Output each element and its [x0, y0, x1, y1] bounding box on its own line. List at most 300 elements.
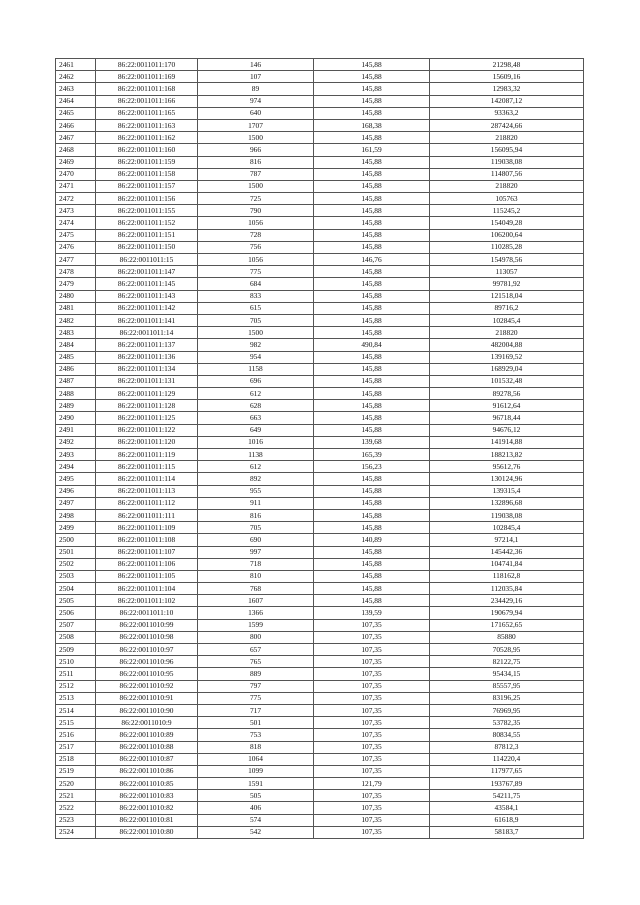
table-row [56, 607, 584, 619]
value-cell: 104741,84 [430, 558, 584, 570]
table-row [56, 132, 584, 144]
cadastral-number-cell: 86:22:0011010:99 [96, 619, 198, 631]
value-cell: 118162,8 [430, 570, 584, 582]
value-cell: 112035,84 [430, 583, 584, 595]
row-number-cell: 2485 [56, 351, 96, 363]
table-row [56, 461, 584, 473]
value-cell: 43584,1 [430, 802, 584, 814]
cadastral-number-cell: 86:22:0011010:96 [96, 656, 198, 668]
rate-cell: 145,88 [314, 558, 430, 570]
table-row [56, 83, 584, 95]
value-cell: 154978,56 [430, 254, 584, 266]
table-row [56, 229, 584, 241]
row-number-cell: 2507 [56, 619, 96, 631]
area-cell: 1056 [198, 217, 314, 229]
table-row [56, 412, 584, 424]
cadastral-number-cell: 86:22:0011011:156 [96, 193, 198, 205]
table-row [56, 107, 584, 119]
value-cell: 154049,28 [430, 217, 584, 229]
area-cell: 974 [198, 95, 314, 107]
row-number-cell: 2524 [56, 826, 96, 838]
area-cell: 982 [198, 339, 314, 351]
row-number-cell: 2482 [56, 314, 96, 326]
row-number-cell: 2481 [56, 302, 96, 314]
table-row [56, 741, 584, 753]
cadastral-number-cell: 86:22:0011011:134 [96, 363, 198, 375]
table-body [56, 59, 584, 839]
value-cell: 76969,95 [430, 704, 584, 716]
row-number-cell: 2487 [56, 375, 96, 387]
rate-cell: 145,88 [314, 71, 430, 83]
table-row [56, 595, 584, 607]
rate-cell: 145,88 [314, 95, 430, 107]
row-number-cell: 2518 [56, 753, 96, 765]
value-cell: 58183,7 [430, 826, 584, 838]
value-cell: 85880 [430, 631, 584, 643]
cadastral-number-cell: 86:22:0011011:112 [96, 497, 198, 509]
cadastral-number-cell: 86:22:0011011:104 [96, 583, 198, 595]
area-cell: 800 [198, 631, 314, 643]
table-row [56, 668, 584, 680]
value-cell: 287424,66 [430, 119, 584, 131]
value-cell: 54211,75 [430, 790, 584, 802]
value-cell: 61618,9 [430, 814, 584, 826]
row-number-cell: 2465 [56, 107, 96, 119]
rate-cell: 107,35 [314, 753, 430, 765]
table-row [56, 193, 584, 205]
table-row [56, 558, 584, 570]
row-number-cell: 2521 [56, 790, 96, 802]
cadastral-number-cell: 86:22:0011011:128 [96, 400, 198, 412]
rate-cell: 107,35 [314, 619, 430, 631]
area-cell: 725 [198, 193, 314, 205]
cadastral-number-cell: 86:22:0011011:120 [96, 436, 198, 448]
row-number-cell: 2520 [56, 778, 96, 790]
rate-cell: 145,88 [314, 424, 430, 436]
value-cell: 102845,4 [430, 314, 584, 326]
cadastral-number-cell: 86:22:0011011:113 [96, 485, 198, 497]
row-number-cell: 2484 [56, 339, 96, 351]
area-cell: 505 [198, 790, 314, 802]
cadastral-number-cell: 86:22:0011011:105 [96, 570, 198, 582]
area-cell: 775 [198, 692, 314, 704]
row-number-cell: 2509 [56, 644, 96, 656]
row-number-cell: 2504 [56, 583, 96, 595]
cadastral-number-cell: 86:22:0011011:114 [96, 473, 198, 485]
area-cell: 889 [198, 668, 314, 680]
row-number-cell: 2469 [56, 156, 96, 168]
area-cell: 954 [198, 351, 314, 363]
rate-cell: 146,76 [314, 254, 430, 266]
cadastral-number-cell: 86:22:0011011:145 [96, 278, 198, 290]
rate-cell: 156,23 [314, 461, 430, 473]
area-cell: 501 [198, 717, 314, 729]
table-row [56, 631, 584, 643]
value-cell: 132896,68 [430, 497, 584, 509]
area-cell: 406 [198, 802, 314, 814]
cadastral-number-cell: 86:22:0011011:159 [96, 156, 198, 168]
value-cell: 130124,96 [430, 473, 584, 485]
area-cell: 1591 [198, 778, 314, 790]
table-row [56, 388, 584, 400]
rate-cell: 139,59 [314, 607, 430, 619]
cadastral-number-cell: 86:22:0011010:81 [96, 814, 198, 826]
rate-cell: 145,88 [314, 241, 430, 253]
table-row [56, 217, 584, 229]
area-cell: 146 [198, 59, 314, 71]
row-number-cell: 2495 [56, 473, 96, 485]
row-number-cell: 2466 [56, 119, 96, 131]
rate-cell: 107,35 [314, 717, 430, 729]
table-row [56, 449, 584, 461]
table-row [56, 509, 584, 521]
row-number-cell: 2497 [56, 497, 96, 509]
table-row [56, 680, 584, 692]
value-cell: 99781,92 [430, 278, 584, 290]
cadastral-number-cell: 86:22:0011011:169 [96, 71, 198, 83]
cadastral-number-cell: 86:22:0011010:82 [96, 802, 198, 814]
row-number-cell: 2496 [56, 485, 96, 497]
cadastral-number-cell: 86:22:0011011:155 [96, 205, 198, 217]
area-cell: 1099 [198, 765, 314, 777]
row-number-cell: 2494 [56, 461, 96, 473]
rate-cell: 145,88 [314, 375, 430, 387]
row-number-cell: 2480 [56, 290, 96, 302]
rate-cell: 145,88 [314, 205, 430, 217]
rate-cell: 145,88 [314, 83, 430, 95]
rate-cell: 145,88 [314, 290, 430, 302]
row-number-cell: 2502 [56, 558, 96, 570]
area-cell: 1599 [198, 619, 314, 631]
cadastral-number-cell: 86:22:0011010:95 [96, 668, 198, 680]
row-number-cell: 2462 [56, 71, 96, 83]
table-row [56, 180, 584, 192]
value-cell: 188213,82 [430, 449, 584, 461]
area-cell: 612 [198, 388, 314, 400]
table-row [56, 522, 584, 534]
cadastral-number-cell: 86:22:0011011:150 [96, 241, 198, 253]
area-cell: 1138 [198, 449, 314, 461]
cadastral-number-cell: 86:22:0011010:85 [96, 778, 198, 790]
cadastral-number-cell: 86:22:0011011:142 [96, 302, 198, 314]
value-cell: 70528,95 [430, 644, 584, 656]
table-row [56, 729, 584, 741]
cadastral-number-cell: 86:22:0011011:108 [96, 534, 198, 546]
rate-cell: 145,88 [314, 497, 430, 509]
rate-cell: 165,39 [314, 449, 430, 461]
rate-cell: 107,35 [314, 631, 430, 643]
table-row [56, 826, 584, 838]
cadastral-number-cell: 86:22:0011011:147 [96, 266, 198, 278]
rate-cell: 145,88 [314, 363, 430, 375]
value-cell: 105763 [430, 193, 584, 205]
table-row [56, 583, 584, 595]
value-cell: 218820 [430, 180, 584, 192]
rate-cell: 145,88 [314, 412, 430, 424]
rate-cell: 107,35 [314, 741, 430, 753]
area-cell: 649 [198, 424, 314, 436]
rate-cell: 107,35 [314, 826, 430, 838]
area-cell: 966 [198, 144, 314, 156]
rate-cell: 145,88 [314, 302, 430, 314]
rate-cell: 145,88 [314, 595, 430, 607]
cadastral-number-cell: 86:22:0011011:152 [96, 217, 198, 229]
value-cell: 145442,36 [430, 546, 584, 558]
area-cell: 768 [198, 583, 314, 595]
rate-cell: 145,88 [314, 583, 430, 595]
table-row [56, 570, 584, 582]
area-cell: 705 [198, 522, 314, 534]
cadastral-number-cell: 86:22:0011011:137 [96, 339, 198, 351]
cadastral-number-cell: 86:22:0011011:166 [96, 95, 198, 107]
table-row [56, 241, 584, 253]
area-cell: 705 [198, 314, 314, 326]
area-cell: 756 [198, 241, 314, 253]
row-number-cell: 2479 [56, 278, 96, 290]
rate-cell: 145,88 [314, 229, 430, 241]
table-row [56, 436, 584, 448]
area-cell: 696 [198, 375, 314, 387]
row-number-cell: 2486 [56, 363, 96, 375]
value-cell: 106200,64 [430, 229, 584, 241]
cadastral-number-cell: 86:22:0011011:122 [96, 424, 198, 436]
area-cell: 89 [198, 83, 314, 95]
rate-cell: 145,88 [314, 509, 430, 521]
table-row [56, 363, 584, 375]
cadastral-number-cell: 86:22:0011011:107 [96, 546, 198, 558]
table-row [56, 692, 584, 704]
rate-cell: 145,88 [314, 168, 430, 180]
rate-cell: 145,88 [314, 485, 430, 497]
area-cell: 1366 [198, 607, 314, 619]
value-cell: 171652,65 [430, 619, 584, 631]
table-row [56, 704, 584, 716]
row-number-cell: 2508 [56, 631, 96, 643]
row-number-cell: 2506 [56, 607, 96, 619]
value-cell: 102845,4 [430, 522, 584, 534]
area-cell: 690 [198, 534, 314, 546]
value-cell: 53782,35 [430, 717, 584, 729]
row-number-cell: 2490 [56, 412, 96, 424]
table-row [56, 254, 584, 266]
table-row [56, 644, 584, 656]
rate-cell: 145,88 [314, 351, 430, 363]
value-cell: 234429,16 [430, 595, 584, 607]
value-cell: 96718,44 [430, 412, 584, 424]
area-cell: 615 [198, 302, 314, 314]
rate-cell: 145,88 [314, 132, 430, 144]
table-row [56, 302, 584, 314]
cadastral-number-cell: 86:22:0011011:129 [96, 388, 198, 400]
value-cell: 119038,08 [430, 156, 584, 168]
row-number-cell: 2473 [56, 205, 96, 217]
table-row [56, 71, 584, 83]
rate-cell: 139,68 [314, 436, 430, 448]
area-cell: 816 [198, 156, 314, 168]
value-cell: 482004,88 [430, 339, 584, 351]
rate-cell: 145,88 [314, 546, 430, 558]
table-row [56, 790, 584, 802]
rate-cell: 107,35 [314, 644, 430, 656]
row-number-cell: 2471 [56, 180, 96, 192]
cadastral-number-cell: 86:22:0011010:98 [96, 631, 198, 643]
table-row [56, 314, 584, 326]
row-number-cell: 2516 [56, 729, 96, 741]
cadastral-number-cell: 86:22:0011011:15 [96, 254, 198, 266]
row-number-cell: 2515 [56, 717, 96, 729]
value-cell: 113057 [430, 266, 584, 278]
area-cell: 1607 [198, 595, 314, 607]
area-cell: 542 [198, 826, 314, 838]
row-number-cell: 2500 [56, 534, 96, 546]
area-cell: 816 [198, 509, 314, 521]
cadastral-number-cell: 86:22:0011010:87 [96, 753, 198, 765]
cadastral-number-cell: 86:22:0011010:92 [96, 680, 198, 692]
rate-cell: 145,88 [314, 59, 430, 71]
value-cell: 95434,15 [430, 668, 584, 680]
cadastral-number-cell: 86:22:0011010:83 [96, 790, 198, 802]
table-row [56, 546, 584, 558]
row-number-cell: 2523 [56, 814, 96, 826]
cadastral-number-cell: 86:22:0011011:162 [96, 132, 198, 144]
area-cell: 892 [198, 473, 314, 485]
area-cell: 775 [198, 266, 314, 278]
rate-cell: 107,35 [314, 765, 430, 777]
area-cell: 657 [198, 644, 314, 656]
area-cell: 955 [198, 485, 314, 497]
value-cell: 82122,75 [430, 656, 584, 668]
value-cell: 114220,4 [430, 753, 584, 765]
area-cell: 717 [198, 704, 314, 716]
cadastral-number-cell: 86:22:0011011:106 [96, 558, 198, 570]
cadastral-number-cell: 86:22:0011011:125 [96, 412, 198, 424]
area-cell: 628 [198, 400, 314, 412]
row-number-cell: 2498 [56, 509, 96, 521]
rate-cell: 145,88 [314, 278, 430, 290]
value-cell: 193767,89 [430, 778, 584, 790]
table-row [56, 351, 584, 363]
value-cell: 21298,48 [430, 59, 584, 71]
row-number-cell: 2477 [56, 254, 96, 266]
value-cell: 141914,88 [430, 436, 584, 448]
area-cell: 797 [198, 680, 314, 692]
cadastral-number-cell: 86:22:0011011:160 [96, 144, 198, 156]
cadastral-number-cell: 86:22:0011011:109 [96, 522, 198, 534]
value-cell: 115245,2 [430, 205, 584, 217]
area-cell: 1158 [198, 363, 314, 375]
row-number-cell: 2474 [56, 217, 96, 229]
area-cell: 1056 [198, 254, 314, 266]
row-number-cell: 2476 [56, 241, 96, 253]
cadastral-number-cell: 86:22:0011011:136 [96, 351, 198, 363]
table-row [56, 534, 584, 546]
area-cell: 810 [198, 570, 314, 582]
table-row [56, 156, 584, 168]
row-number-cell: 2511 [56, 668, 96, 680]
cadastral-number-cell: 86:22:0011011:115 [96, 461, 198, 473]
rate-cell: 490,84 [314, 339, 430, 351]
row-number-cell: 2503 [56, 570, 96, 582]
value-cell: 89278,56 [430, 388, 584, 400]
table-row [56, 619, 584, 631]
rate-cell: 107,35 [314, 814, 430, 826]
area-cell: 718 [198, 558, 314, 570]
data-table [55, 58, 584, 839]
value-cell: 89716,2 [430, 302, 584, 314]
area-cell: 818 [198, 741, 314, 753]
value-cell: 91612,64 [430, 400, 584, 412]
cadastral-number-cell: 86:22:0011011:163 [96, 119, 198, 131]
table-row [56, 753, 584, 765]
value-cell: 168929,04 [430, 363, 584, 375]
area-cell: 753 [198, 729, 314, 741]
cadastral-number-cell: 86:22:0011011:102 [96, 595, 198, 607]
row-number-cell: 2488 [56, 388, 96, 400]
rate-cell: 107,35 [314, 668, 430, 680]
table-row [56, 497, 584, 509]
table-row [56, 802, 584, 814]
table-row [56, 717, 584, 729]
area-cell: 728 [198, 229, 314, 241]
value-cell: 121518,04 [430, 290, 584, 302]
table-row [56, 290, 584, 302]
row-number-cell: 2470 [56, 168, 96, 180]
rate-cell: 145,88 [314, 266, 430, 278]
cadastral-number-cell: 86:22:0011011:151 [96, 229, 198, 241]
value-cell: 139169,52 [430, 351, 584, 363]
rate-cell: 107,35 [314, 680, 430, 692]
value-cell: 142087,12 [430, 95, 584, 107]
table-row [56, 278, 584, 290]
value-cell: 12983,32 [430, 83, 584, 95]
rate-cell: 161,59 [314, 144, 430, 156]
area-cell: 833 [198, 290, 314, 302]
rate-cell: 145,88 [314, 473, 430, 485]
row-number-cell: 2522 [56, 802, 96, 814]
rate-cell: 145,88 [314, 400, 430, 412]
row-number-cell: 2501 [56, 546, 96, 558]
rate-cell: 145,88 [314, 522, 430, 534]
table-row [56, 656, 584, 668]
cadastral-number-cell: 86:22:0011010:91 [96, 692, 198, 704]
row-number-cell: 2483 [56, 327, 96, 339]
cadastral-number-cell: 86:22:0011010:89 [96, 729, 198, 741]
value-cell: 94676,12 [430, 424, 584, 436]
area-cell: 1500 [198, 180, 314, 192]
area-cell: 612 [198, 461, 314, 473]
value-cell: 85557,95 [430, 680, 584, 692]
area-cell: 1707 [198, 119, 314, 131]
area-cell: 107 [198, 71, 314, 83]
area-cell: 790 [198, 205, 314, 217]
area-cell: 911 [198, 497, 314, 509]
table-row [56, 473, 584, 485]
row-number-cell: 2513 [56, 692, 96, 704]
cadastral-number-cell: 86:22:0011011:14 [96, 327, 198, 339]
cadastral-number-cell: 86:22:0011011:131 [96, 375, 198, 387]
value-cell: 97214,1 [430, 534, 584, 546]
value-cell: 110285,28 [430, 241, 584, 253]
cadastral-number-cell: 86:22:0011010:9 [96, 717, 198, 729]
value-cell: 190679,94 [430, 607, 584, 619]
rate-cell: 145,88 [314, 217, 430, 229]
area-cell: 1016 [198, 436, 314, 448]
row-number-cell: 2463 [56, 83, 96, 95]
value-cell: 80834,55 [430, 729, 584, 741]
table-row [56, 424, 584, 436]
table-row [56, 327, 584, 339]
table-row [56, 59, 584, 71]
